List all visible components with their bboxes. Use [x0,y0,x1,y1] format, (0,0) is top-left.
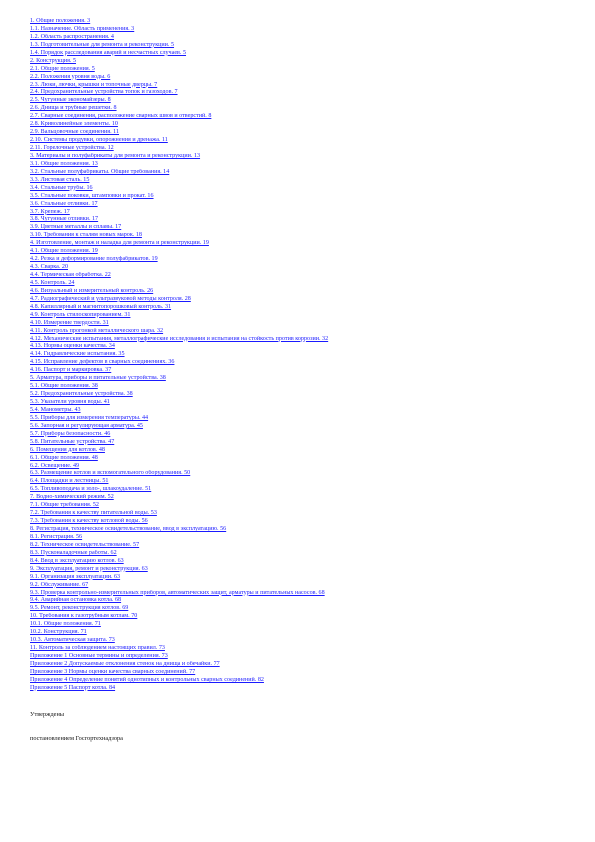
toc-link[interactable]: 6.2. Освещение. 49 [30,462,80,469]
toc-link[interactable]: 3.4. Стальные трубы. 16 [30,184,93,191]
toc-entry [30,185,575,193]
toc-entry [30,34,575,42]
toc-entry [30,645,575,653]
toc-link[interactable]: 7.2. Требования к качеству питательной воды. 53 [30,510,157,517]
toc-entry [30,336,575,344]
toc-entry [30,248,575,256]
toc-link[interactable]: 8.3. Пусконаладочные работы. 62 [30,549,117,556]
toc-entry [30,399,575,407]
toc-link[interactable]: 5.6. Запорная и регулирующая арматура. 45 [30,422,143,429]
toc-entry [30,232,575,240]
toc-entry [30,367,575,375]
toc-link[interactable]: 6. Помещения для котлов. 48 [30,446,105,453]
toc-entry [30,193,575,201]
toc-entry [30,74,575,82]
toc-link[interactable]: 4.12. Механические испытания, металлографические исследования и испытания на стойкость против коррозии. 32 [30,335,329,342]
toc-link[interactable]: 2.2. Положения уровня воды. 6 [30,73,111,80]
toc-link[interactable]: 4.16. Паспорт и маркировка. 37 [30,367,112,374]
toc-entry [30,502,575,510]
toc-entry [30,50,575,58]
toc-entry [30,66,575,74]
toc-entry [30,494,575,502]
toc-link[interactable]: 3.7. Крепеж. 17 [30,208,70,215]
toc-entry [30,177,575,185]
toc-entry [30,296,575,304]
approver-text: постановлением Госгортехнадзора [30,734,123,742]
toc-entry [30,375,575,383]
toc-link[interactable]: 2.4. Предохранительные устройства топок и газоходов. 7 [30,89,178,96]
toc-link[interactable]: 3.10. Требования к сталям новых марок. 18 [30,232,142,239]
toc-link[interactable]: 8. Регистрация, техническое освидетельствование, ввод в эксплуатацию. 56 [30,526,227,532]
toc-entry [30,582,575,590]
toc-link[interactable]: 2.7. Сварные соединения, расположение сварных швов и отверстий. 8 [30,113,212,120]
toc-entry [30,264,575,272]
toc-link[interactable]: 2. Конструкция. 5 [30,57,76,64]
toc-link[interactable]: 10.1. Общие положения. 71 [30,621,101,628]
toc-link[interactable]: 1. Общие положения. 3 [30,18,91,24]
toc-link[interactable]: 9.2. Обслуживание. 67 [30,581,89,588]
toc-link[interactable]: 2.10. Системы продувки, опорожнения и дренажа. 11 [30,137,168,144]
toc-entry [30,455,575,463]
toc-link[interactable]: Приложение 4 Определение понятий однотипных и контрольных сварных соединений. 82 [30,676,264,683]
toc-entry [30,431,575,439]
toc-link[interactable]: 4.6. Визуальный и измерительный контроль. 26 [30,287,154,294]
toc-entry [30,169,575,177]
toc-link[interactable]: 3.6. Стальные отливки. 17 [30,200,98,207]
toc-entry [30,129,575,137]
toc-link[interactable]: 1.4. Порядок расследования аварий и несчастных случаев. 5 [30,49,187,56]
toc-link[interactable]: 4.8. Капиллярный и магнитопорошковый контроль. 31 [30,303,172,310]
toc-link[interactable]: 2.6. Днища и трубные решетки. 8 [30,105,117,112]
toc-entry [30,343,575,351]
toc-link[interactable]: Приложение 3 Нормы оценки качества сварных соединений. 77 [30,668,196,675]
toc-link[interactable]: 7. Водно-химический режим. 52 [30,494,114,501]
toc-link[interactable]: 3. Материалы и полуфабрикаты для ремонта и реконструкции. 13 [30,152,201,159]
toc-entry [30,256,575,264]
toc-entry [30,359,575,367]
toc-entry [30,526,575,534]
toc-link[interactable]: 2.3. Люки, лючки, крышки и топочные дверцы. 7 [30,81,158,88]
toc-entry [30,42,575,50]
toc-entry [30,423,575,431]
toc-entry [30,145,575,153]
toc-entry [30,629,575,637]
toc-link[interactable]: 6.4. Площадки и лестницы. 51 [30,478,109,485]
toc-entry [30,486,575,494]
toc-entry [30,328,575,336]
toc-link[interactable]: 4.2. Резка и деформирование полуфабрикатов. 19 [30,256,158,263]
toc-link[interactable]: 10.2. Конструкция. 71 [30,629,87,636]
toc-link[interactable]: 4.3. Сварка. 20 [30,264,68,271]
toc-link[interactable]: 2.11. Горелочные устройства. 12 [30,145,114,151]
toc-entry [30,677,575,685]
toc-entry [30,550,575,558]
toc-link[interactable]: 4.5. Контроль. 24 [30,279,75,286]
toc-entry [30,272,575,280]
toc-entry [30,82,575,90]
toc-link[interactable]: 7.1. Общие требования. 52 [30,502,99,509]
toc-link[interactable]: 8.1. Регистрация. 56 [30,533,83,540]
toc-entry [30,415,575,423]
toc-link[interactable]: 9.3. Проверка контрольно-измерительных приборов, автоматических защит, арматуры и питательных насосов. 68 [30,589,325,596]
toc-entry [30,661,575,669]
toc-entry [30,463,575,471]
toc-entry [30,510,575,518]
toc-entry [30,407,575,415]
toc-link[interactable]: 4.1. Общие положения. 19 [30,248,98,255]
toc-link[interactable]: Приложение 5 Паспорт котла. 84 [30,684,116,691]
toc-link[interactable]: 1.1. Назначение. Область применения. 3 [30,25,135,32]
toc-link[interactable]: 9. Эксплуатация, ремонт и реконструкция. 63 [30,565,148,572]
toc-entry [30,613,575,621]
toc-entry [30,97,575,105]
toc-link[interactable]: 6.3. Размещение котлов и вспомогательного оборудования. 50 [30,470,191,477]
approved-label: Утверждены [30,710,65,718]
toc-link[interactable]: 4.4. Термическая обработка. 22 [30,272,111,278]
toc-link[interactable]: 10.3. Автоматическая защита. 73 [30,637,115,644]
toc-link[interactable]: Приложение 2 Допускаемые отклонения стенок на днища и обечайки. 77 [30,660,220,667]
toc-entry [30,566,575,574]
toc-link[interactable]: 6.1. Общие положения. 48 [30,454,98,461]
toc-entry [30,153,575,161]
toc-link[interactable]: 9.5. Ремонт, реконструкция котлов. 69 [30,605,129,612]
toc-entry [30,312,575,320]
toc-entry [30,574,575,582]
toc-link[interactable]: 3.5. Стальные поковки, штамповки и прокат. 16 [30,192,154,199]
toc-link[interactable]: 5.3. Указатели уровня воды. 41 [30,399,110,405]
toc-entry [30,240,575,248]
toc-link[interactable]: 2.9. Вальцовочные соединения. 11 [30,129,120,136]
toc-link[interactable]: 3.3. Листовая сталь. 15 [30,176,90,183]
toc-entry [30,685,575,693]
table-of-contents [30,18,575,693]
toc-link[interactable]: 8.4. Ввод в эксплуатацию котлов. 63 [30,557,124,564]
toc-link[interactable]: 5.1. Общие положения. 38 [30,383,98,390]
toc-link[interactable]: 2.1. Общие положения. 5 [30,65,95,72]
toc-entry [30,534,575,542]
toc-entry [30,201,575,209]
toc-entry [30,18,575,26]
toc-link[interactable]: 9.4. Аварийная остановка котла. 68 [30,597,122,604]
toc-link[interactable]: 3.8. Чугунные отливки. 17 [30,216,99,223]
toc-link[interactable]: 7.3. Требования к качеству котловой воды. 56 [30,518,148,525]
toc-link[interactable]: 4.11. Контроль прогонкой металлического шара. 32 [30,327,164,334]
toc-entry [30,653,575,661]
toc-entry [30,669,575,677]
toc-link[interactable]: 4.10. Измерение твердости. 31 [30,319,109,326]
toc-entry [30,605,575,613]
toc-link[interactable]: 4.9. Контроль стилоскопированием. 31 [30,311,131,318]
toc-entry [30,209,575,217]
toc-entry [30,121,575,129]
toc-link[interactable]: 4.15. Исправление дефектов в сварных соединениях. 36 [30,359,175,366]
toc-link[interactable]: 4.14. Гидравлические испытания. 35 [30,351,125,358]
toc-entry [30,26,575,34]
toc-entry [30,621,575,629]
toc-entry [30,542,575,550]
toc-entry [30,439,575,447]
toc-link[interactable]: 3.1. Общие положения. 13 [30,160,98,167]
toc-link[interactable]: 5.2. Предохранительные устройства. 38 [30,391,133,398]
toc-link[interactable]: 2.8. Криволинейные элементы. 10 [30,121,118,128]
toc-entry [30,518,575,526]
toc-entry [30,137,575,145]
toc-link[interactable]: 5.7. Приборы безопасности. 46 [30,430,111,437]
toc-entry [30,304,575,312]
toc-entry [30,558,575,566]
toc-entry [30,280,575,288]
toc-link[interactable]: 4. Изготовление, монтаж и наладка для ремонта и реконструкции. 19 [30,240,209,247]
toc-entry [30,470,575,478]
toc-link[interactable]: 6.5. Топливоподача и золо-, шлакоудаление. 51 [30,486,152,493]
toc-entry [30,383,575,391]
toc-entry [30,113,575,121]
toc-link[interactable]: 8.2. Техническое освидетельствование. 57 [30,541,140,548]
toc-entry [30,89,575,97]
toc-link[interactable]: 10. Требования к газотрубным котлам. 70 [30,613,138,620]
toc-link[interactable]: 5.4. Манометры. 43 [30,406,81,413]
toc-entry [30,216,575,224]
toc-link[interactable]: 5. Арматура, приборы и питательные устройства. 38 [30,375,166,382]
toc-link[interactable]: Приложение 1 Основные термины и определения. 73 [30,653,168,659]
toc-entry [30,637,575,645]
toc-link[interactable]: 4.7. Радиографический и ультразвуковой методы контроля. 28 [30,295,191,302]
toc-link[interactable]: 3.9. Цветные металлы и сплавы. 17 [30,224,122,231]
toc-entry [30,391,575,399]
toc-link[interactable]: 11. Контроль за соблюдением настоящих правил. 73 [30,645,165,652]
toc-link[interactable]: 2.5. Чугунные экономайзеры. 8 [30,97,111,104]
toc-entry [30,58,575,66]
toc-entry [30,161,575,169]
toc-entry [30,478,575,486]
toc-entry [30,447,575,455]
toc-link[interactable]: 4.13. Нормы оценки качества. 34 [30,343,115,350]
toc-link[interactable]: 1.2. Область распространения. 4 [30,33,114,40]
toc-entry [30,288,575,296]
toc-entry [30,320,575,328]
toc-link[interactable]: 5.5. Приборы для измерения температуры. 44 [30,414,149,421]
toc-entry [30,105,575,113]
toc-entry [30,590,575,598]
toc-link[interactable]: 5.8. Питательные устройства. 47 [30,438,115,445]
toc-entry [30,351,575,359]
toc-link[interactable]: 9.1. Организация эксплуатации. 63 [30,573,121,580]
toc-link[interactable]: 3.2. Стальные полуфабрикаты. Общие требования. 14 [30,168,170,175]
toc-link[interactable]: 1.3. Подготовительные для ремонта и реконструкции. 5 [30,41,175,48]
toc-entry [30,224,575,232]
toc-entry [30,597,575,605]
